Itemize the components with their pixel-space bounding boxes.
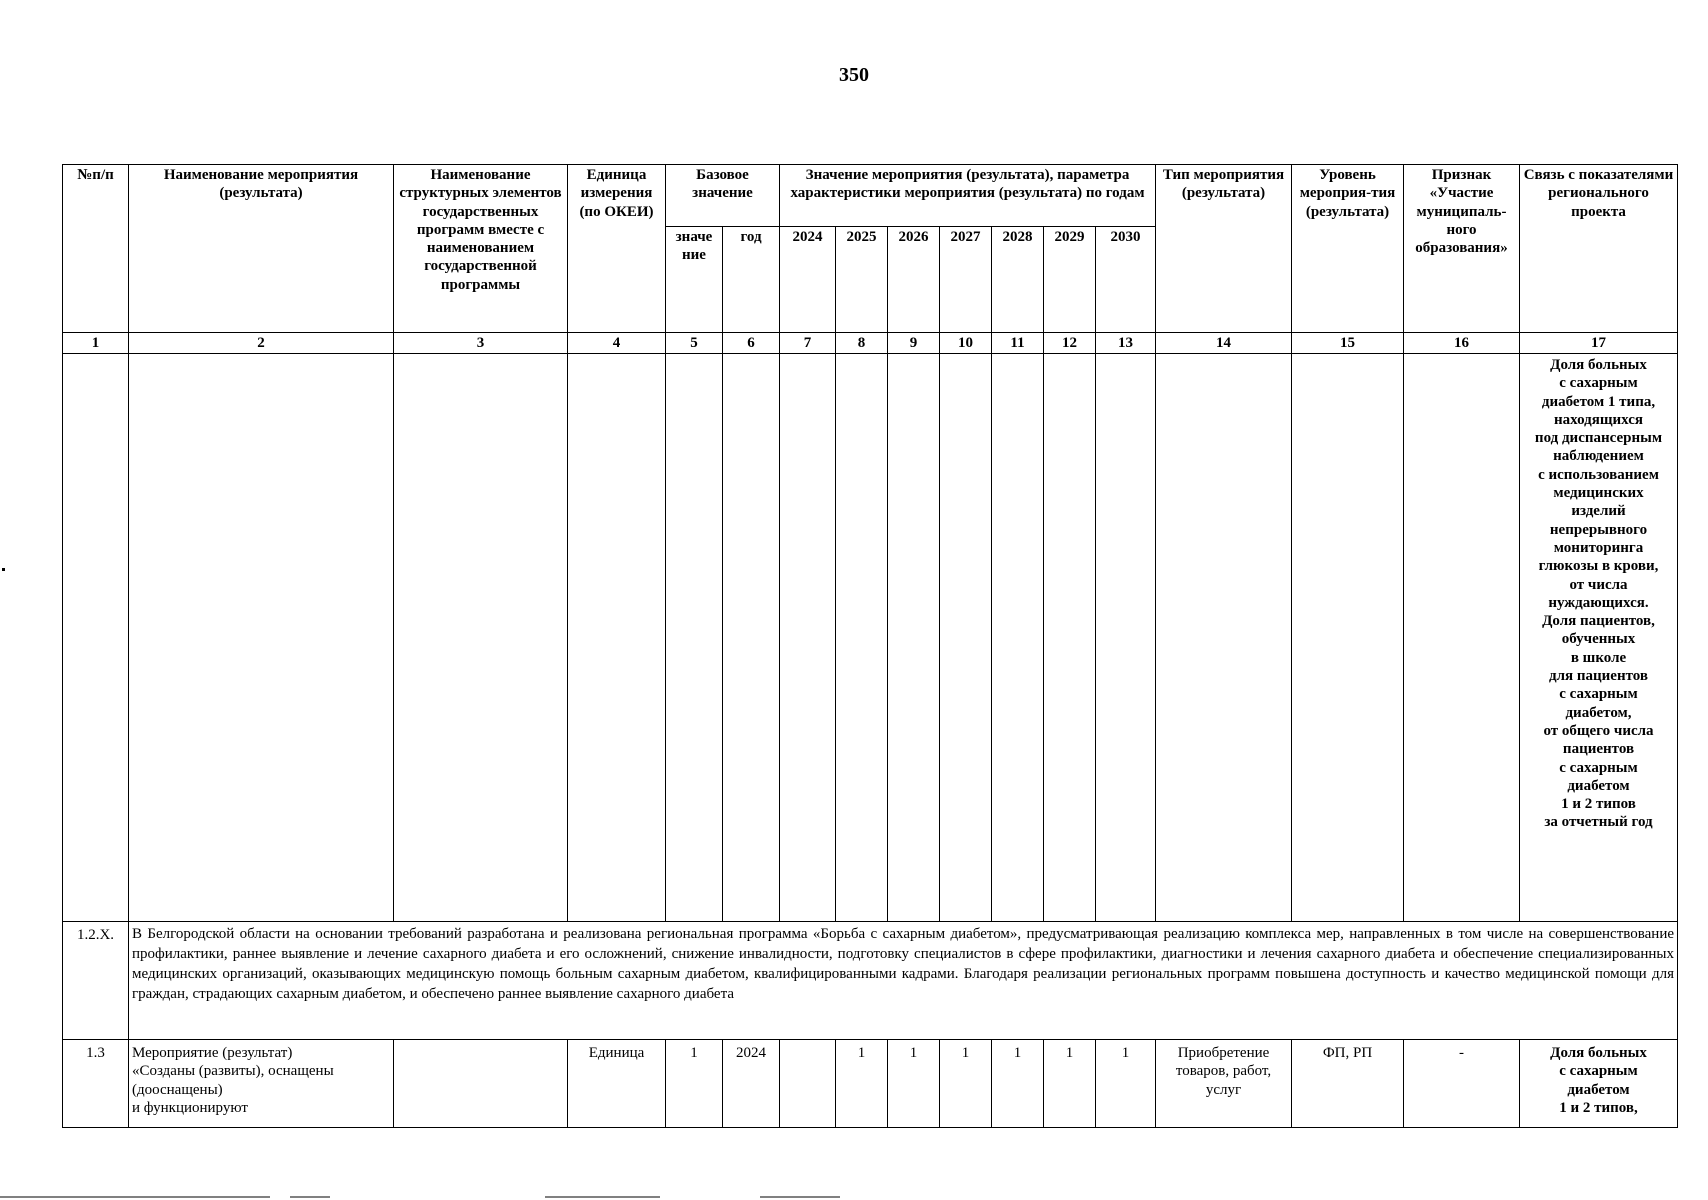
- link-line: Доля больных: [1550, 357, 1647, 373]
- empty-cell: [1292, 354, 1404, 922]
- link-line: пациентов: [1562, 741, 1635, 758]
- header-year: 2026: [888, 227, 940, 333]
- table-row: [63, 1040, 1678, 1128]
- column-number: 10: [940, 333, 992, 354]
- header-unit: Единица измерения (по ОКЕИ): [568, 165, 666, 333]
- column-number: 9: [888, 333, 940, 354]
- year-value-cell: [780, 1040, 836, 1128]
- link-line: медицинских: [1553, 485, 1644, 502]
- link-line: в школе: [1570, 649, 1627, 666]
- empty-cell: [1156, 354, 1292, 922]
- header-measure-level: Уровень мероприя-тия (результата): [1292, 165, 1404, 333]
- measure-type-line: услуг: [1205, 1081, 1242, 1098]
- link-line: глюкозы в крови,: [1538, 558, 1659, 575]
- column-number: 2: [129, 333, 394, 354]
- header-number: №п/п: [63, 165, 129, 333]
- column-number: 12: [1044, 333, 1096, 354]
- header-year: 2025: [836, 227, 888, 333]
- header-base-value-sub: значе ние: [666, 227, 723, 333]
- column-number: 6: [723, 333, 780, 354]
- link-line: 1 и 2 типов,: [1559, 1099, 1638, 1116]
- link-line: нуждающихся.: [1548, 594, 1649, 611]
- link-line: с сахарным: [1559, 375, 1638, 392]
- link-line: находящихся: [1554, 411, 1643, 428]
- link-line: с сахарным: [1559, 1063, 1638, 1080]
- column-number: 4: [568, 333, 666, 354]
- column-number: 16: [1404, 333, 1520, 354]
- section-description: В Белгородской области на основании требований разработана и реализована региональная программа «Борьба с сахарным диабетом», предусматривающая реализацию комплекса мер, направленных в том числе на совершенствование профилактики, раннее выявление и лечение сахарного диабета и его осложнений, снижение инвалидности, подготовку специалистов в сфере профилактики, диагностики и лечения сахарного диабета и обеспечение специализированных медицинских организаций, оказывающих медицинскую помощь больным сахарным диабетом, квалифицированными кадрами. Благодаря реализации региональных программ повышена доступность и качество медицинской помощи для граждан, страдающих сахарным диабетом, и обеспечено раннее выявление сахарного диабета: [129, 922, 1678, 1040]
- base-value-cell: 1: [666, 1040, 723, 1128]
- link-line: с использованием: [1538, 466, 1659, 483]
- header-base-year-sub: год: [723, 227, 780, 333]
- empty-cell: [1096, 354, 1156, 922]
- year-value-cell: 1: [1096, 1040, 1156, 1128]
- measure-name-line: (дооснащены): [132, 1081, 223, 1098]
- year-value-cell: 1: [1044, 1040, 1096, 1128]
- link-line: с сахарным: [1559, 759, 1638, 776]
- column-number: 7: [780, 333, 836, 354]
- header-year: 2028: [992, 227, 1044, 333]
- link-indicators-cell: [1520, 354, 1678, 922]
- empty-cell: [836, 354, 888, 922]
- empty-cell: [129, 354, 394, 922]
- link-line: от общего числа: [1543, 722, 1654, 739]
- link-line: для пациентов: [1549, 668, 1648, 685]
- header-year: 2030: [1096, 227, 1156, 333]
- header-base-value: Базовое значение: [666, 165, 780, 227]
- measure-name-line: и функционируют: [132, 1099, 248, 1116]
- empty-cell: [940, 354, 992, 922]
- year-value-cell: 1: [888, 1040, 940, 1128]
- measure-level-cell: ФП, РП: [1292, 1040, 1404, 1128]
- header-municipal-flag: Признак «Участие муниципаль-ного образования»: [1404, 165, 1520, 333]
- measure-type-cell: [1156, 1040, 1292, 1128]
- measure-name-line: «Созданы (развиты), оснащены: [132, 1063, 334, 1080]
- link-line: Доля пациентов,: [1542, 613, 1655, 630]
- measures-table: [62, 164, 1678, 1128]
- column-number: 11: [992, 333, 1044, 354]
- header-link-indicators: Связь с показателями регионального проекта: [1520, 165, 1678, 333]
- year-value-cell: 1: [836, 1040, 888, 1128]
- scan-mark: [2, 568, 5, 571]
- link-line: наблюдением: [1553, 448, 1644, 465]
- link-line: с сахарным: [1559, 686, 1638, 703]
- empty-cell: [394, 354, 568, 922]
- link-line: за отчетный год: [1544, 814, 1653, 831]
- empty-cell: [63, 354, 129, 922]
- link-line: Доля больных: [1550, 1045, 1647, 1061]
- header-measure-name: Наименование мероприятия (результата): [129, 165, 394, 333]
- link-indicators-cell: [1520, 1040, 1678, 1128]
- column-number: 14: [1156, 333, 1292, 354]
- column-number: 5: [666, 333, 723, 354]
- link-line: изделий: [1571, 503, 1626, 520]
- page-number: 350: [839, 64, 869, 86]
- measure-type-line: товаров, работ,: [1175, 1063, 1272, 1080]
- measure-type-line: Приобретение: [1177, 1045, 1270, 1061]
- column-number: 13: [1096, 333, 1156, 354]
- link-line: непрерывного: [1549, 521, 1648, 538]
- empty-cell: [723, 354, 780, 922]
- year-value-cell: 1: [992, 1040, 1044, 1128]
- header-measure-type: Тип мероприятия (результата): [1156, 165, 1292, 333]
- column-number: 1: [63, 333, 129, 354]
- empty-cell: [888, 354, 940, 922]
- column-number: 3: [394, 333, 568, 354]
- empty-cell: [568, 354, 666, 922]
- header-year: 2029: [1044, 227, 1096, 333]
- link-line: 1 и 2 типов: [1561, 796, 1636, 813]
- measure-name-line: Мероприятие (результат): [132, 1045, 293, 1061]
- continuation-row: [63, 354, 1678, 922]
- column-number: 15: [1292, 333, 1404, 354]
- section-row: [63, 922, 1678, 1040]
- municipal-flag-cell: -: [1404, 1040, 1520, 1128]
- structural-element-cell: [394, 1040, 568, 1128]
- measure-name-cell: [129, 1040, 394, 1128]
- base-year-cell: 2024: [723, 1040, 780, 1128]
- year-value-cell: 1: [940, 1040, 992, 1128]
- header-year: 2027: [940, 227, 992, 333]
- link-line: обученных: [1561, 631, 1636, 648]
- scan-footer-artifact: [0, 1195, 1708, 1200]
- empty-cell: [1404, 354, 1520, 922]
- link-line: диабетом: [1567, 777, 1630, 794]
- link-line: диабетом: [1567, 1081, 1630, 1098]
- header-values-by-year: Значение мероприятия (результата), параметра характеристики мероприятия (результата) по годам: [780, 165, 1156, 227]
- link-line: диабетом 1 типа,: [1541, 393, 1656, 410]
- empty-cell: [666, 354, 723, 922]
- header-structural-elements: Наименование структурных элементов государственных программ вместе с наименованием государственной программы: [394, 165, 568, 333]
- empty-cell: [780, 354, 836, 922]
- column-number: 8: [836, 333, 888, 354]
- empty-cell: [1044, 354, 1096, 922]
- section-number: 1.2.Х.: [63, 922, 129, 1040]
- link-line: диабетом,: [1565, 704, 1632, 721]
- row-number: 1.3: [63, 1040, 129, 1128]
- header-year: 2024: [780, 227, 836, 333]
- empty-cell: [992, 354, 1044, 922]
- column-number: 17: [1520, 333, 1678, 354]
- link-line: от числа: [1569, 576, 1628, 593]
- unit-cell: Единица: [568, 1040, 666, 1128]
- link-line: мониторинга: [1553, 539, 1644, 556]
- link-line: под диспансерным: [1534, 430, 1663, 447]
